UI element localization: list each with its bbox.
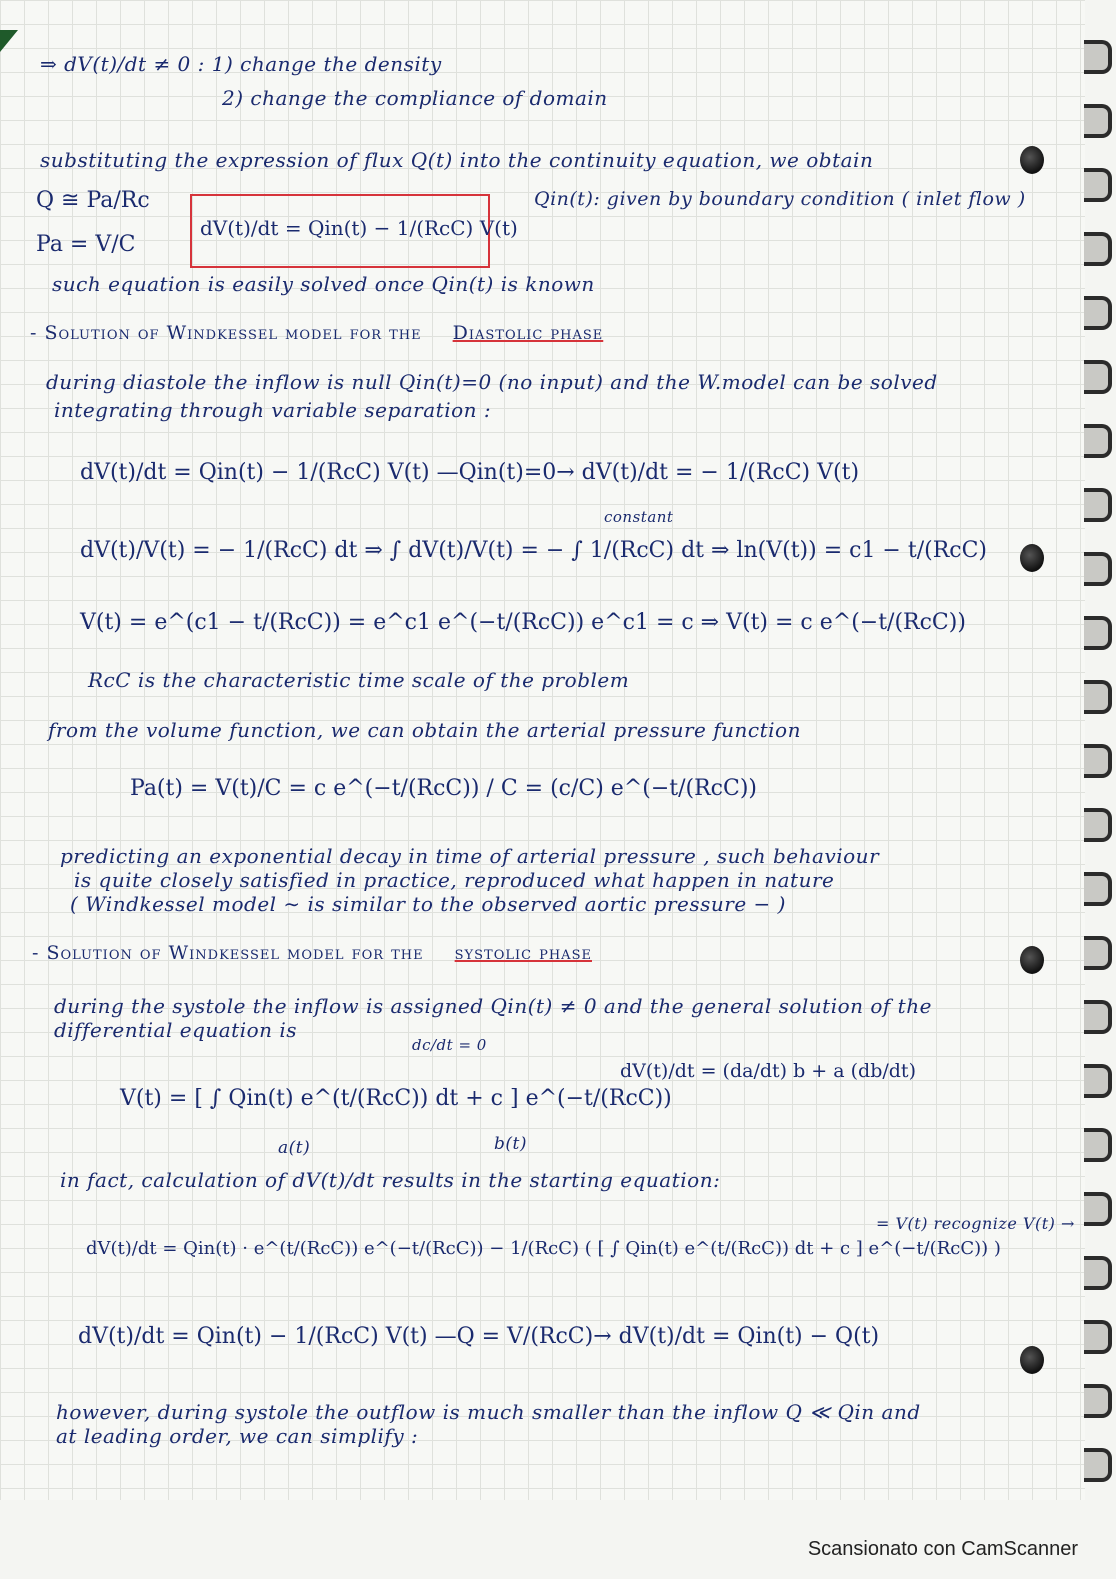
text-line: differential equation is <box>54 1018 298 1042</box>
section-heading <box>32 942 592 964</box>
equation: V(t) = [ ∫ Qin(t) e^(t/(RcC)) dt + c ] e^(−t/(RcC)) <box>120 1086 672 1111</box>
equation: dV(t)/dt = Qin(t) · e^(t/(RcC)) e^(−t/(RcC)) − 1/(RcC) ( [ ∫ Qin(t) e^(t/(RcC)) dt + c ] e^(−t/(RcC)) ) <box>86 1238 1001 1259</box>
annotation: b(t) <box>494 1134 527 1154</box>
text-line: during diastole the inflow is null Qin(t)=0 (no input) and the W.model can be solved <box>46 370 938 394</box>
section-heading-highlight: systolic phase <box>454 942 592 964</box>
section-heading <box>30 322 603 344</box>
boxed-equation: dV(t)/dt = Qin(t) − 1/(RcC) V(t) <box>200 216 518 240</box>
text-line: however, during systole the outflow is much smaller than the inflow Q ≪ Qin and <box>56 1400 921 1424</box>
punch-hole <box>1020 1346 1044 1374</box>
punch-hole <box>1020 146 1044 174</box>
equation: dV(t)/V(t) = − 1/(RcC) dt ⇒ ∫ dV(t)/V(t) = − ∫ 1/(RcC) dt ⇒ ln(V(t)) = c1 − t/(RcC) <box>80 538 987 563</box>
section-heading-text: - Solution of Windkessel model for the <box>30 322 422 344</box>
annotation: a(t) <box>278 1138 311 1158</box>
equation: V(t) = e^(c1 − t/(RcC)) = e^c1 e^(−t/(RcC)) e^c1 = c ⇒ V(t) = c e^(−t/(RcC)) <box>80 610 966 635</box>
text-line: ⇒ dV(t)/dt ≠ 0 : 1) change the density <box>40 52 442 76</box>
equation: Pa(t) = V(t)/C = c e^(−t/(RcC)) / C = (c/C) e^(−t/(RcC)) <box>130 776 757 801</box>
text-line: during the systole the inflow is assigned Qin(t) ≠ 0 and the general solution of the <box>54 994 932 1018</box>
formula: Q ≅ Pa/Rc <box>36 188 150 213</box>
section-heading-text: - Solution of Windkessel model for the <box>32 942 424 964</box>
spiral-binding <box>1084 40 1112 1500</box>
punch-hole <box>1020 544 1044 572</box>
formula: Pa = V/C <box>36 232 136 257</box>
text-line: from the volume function, we can obtain the arterial pressure function <box>48 718 801 742</box>
section-heading-highlight: Diastolic phase <box>452 322 604 344</box>
text-line: integrating through variable separation : <box>54 398 492 422</box>
text-line: such equation is easily solved once Qin(t) is known <box>52 272 595 296</box>
text-line: ( Windkessel model ∼ is similar to the observed aortic pressure − ) <box>70 892 786 916</box>
equation: dV(t)/dt = Qin(t) − 1/(RcC) V(t) —Qin(t)=0→ dV(t)/dt = − 1/(RcC) V(t) <box>80 460 860 485</box>
text-line: 2) change the compliance of domain <box>222 86 608 110</box>
text-line: in fact, calculation of dV(t)/dt results in the starting equation: <box>60 1168 721 1192</box>
equation: dV(t)/dt = Qin(t) − 1/(RcC) V(t) —Q = V/(RcC)→ dV(t)/dt = Qin(t) − Q(t) <box>78 1324 880 1349</box>
text-line: Qin(t): given by boundary condition ( inlet flow ) <box>534 188 1026 210</box>
text-line: predicting an exponential decay in time of arterial pressure , such behaviour <box>60 844 880 868</box>
text-line: substituting the expression of flux Q(t) into the continuity equation, we obtain <box>40 148 874 172</box>
text-line: RcC is the characteristic time scale of the problem <box>88 668 630 692</box>
text-line: is quite closely satisfied in practice, reproduced what happen in nature <box>74 868 835 892</box>
text-line: at leading order, we can simplify : <box>56 1424 419 1448</box>
annotation: = V(t) recognize V(t) → <box>876 1214 1075 1233</box>
equation: dV(t)/dt = (da/dt) b + a (db/dt) <box>620 1060 916 1082</box>
page-corner-mark <box>0 30 18 52</box>
punch-hole <box>1020 946 1044 974</box>
annotation: constant <box>604 508 674 526</box>
scanner-watermark: Scansionato con CamScanner <box>807 1538 1078 1560</box>
annotation: dc/dt = 0 <box>412 1036 487 1054</box>
